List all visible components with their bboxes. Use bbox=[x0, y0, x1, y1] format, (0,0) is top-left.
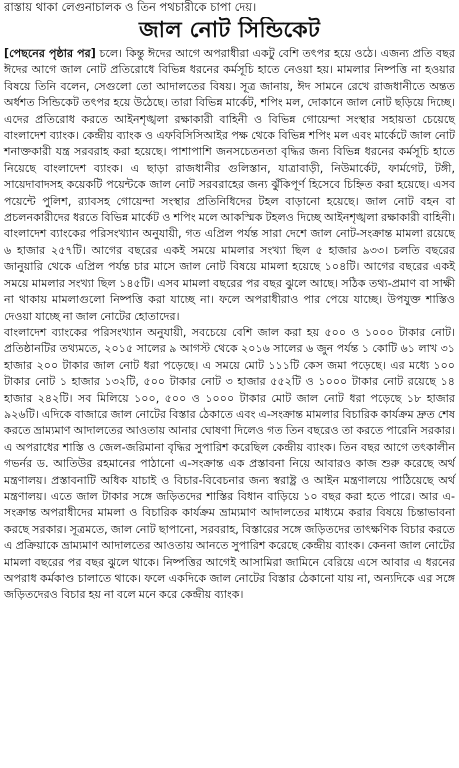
article-paragraph-1 bbox=[4, 46, 455, 325]
article-title: জাল নোট সিন্ডিকেট bbox=[138, 18, 321, 43]
article-paragraph-2: বাংলাদেশ ব্যাংকের পরিসংখ্যান অনুযায়ী, সবচেয়ে বেশি জাল করা হয় ৫০০ ও ১০০০ টাকার নোট। প্রতিষ্ঠানটির তথ্যমতে, ২০১৫ সালের ৯ আগস্ট থেকে ২০১৬ সালের ৬ জুন পর্যন্ত ১ কোটি ৬১ লাখ ৩১ হাজার ২০০ টাকার জাল নোট ধরা পড়েছে। এ সময়ে মোট ১১১টি কেস জমা পড়েছে। এর মধ্যে ১০০ টাকার নোট ১ হাজার ১৩২টি, ৫০০ টাকার নোট ৩ হাজার ৫৫২টি ও ১০০০ টাকার নোট রয়েছে ১৪ হাজার ২৪২টি। সব মিলিয়ে ১০০, ৫০০ ও ১০০০ টাকার মোট জাল নোট ধরা পড়েছে ১৮ হাজার ৯২৬টি। এদিকে বাজারে জাল নোটের বিস্তার ঠেকাতে এবং এ-সংক্রান্ত মামলার বিচারিক কার্যক্রম দ্রুত শেষ করতে ভ্রাম্যমাণ আদালতের আওতায় আনার ঘোষণা দিলেও গত তিন বছরেও তা করতে পারেনি সরকার। এ অপরাধের শাস্তি ও জেল-জরিমানা বৃদ্ধির সুপারিশ করেছিল কেন্দ্রীয় ব্যাংক। তিন বছর আগে তৎকালীন গভর্নর ড. আতিউর রহমানের পাঠানো এ-সংক্রান্ত এক প্রস্তাবনা নিয়ে আবারও কাজ শুরু করেছে অর্থ মন্ত্রণালয়। প্রস্তাবনাটি অধিক যাচাই ও বিচার-বিবেচনার জন্য স্বরাষ্ট্র ও আইন মন্ত্রণালয়ে পাঠিয়েছে অর্থ মন্ত্রণালয়। এতে জাল টাকার সঙ্গে জড়িতদের শাস্তির বিধান বাড়িয়ে ১০ বছর করা হতে পারে। আর এ-সংক্রান্ত অপরাধীদের মামলা ও বিচারিক কার্যক্রম ভ্রাম্যমাণ আদালতের মাধ্যমে করার বিষয়ে চিন্তাভাবনা করছে সরকার। সূত্রমতে, জাল নোট ছাপানো, সরবরাহ, বিস্তারের সঙ্গে জড়িতদের তাৎক্ষণিক বিচার করতে এ প্রক্রিয়াকে ভ্রাম্যমাণ আদালতের আওতায় আনতে সুপারিশ করেছে কেন্দ্রীয় ব্যাংক। কেননা জাল নোটের মামলা বছরের পর বছর ঝুলে থাকে। নিষ্পত্তির আগেই আসামিরা জামিনে বেরিয়ে এসে আবার এ ধরনের অপরাধ কর্মকাণ্ড চালাতে থাকে। ফলে একদিকে জাল নোটের বিস্তার ঠেকানো যায় না, অন্যদিকে এর সঙ্গে জড়িতদেরও বিচার হয় না বলে মনে করে কেন্দ্রীয় ব্যাংক। bbox=[4, 325, 455, 602]
previous-article-tail: রাস্তায় থাকা লেগুনাচালক ও তিন পথচারীকে চাপা দেয়। bbox=[4, 0, 257, 14]
continuation-label: [পেছনের পৃষ্ঠার পর] bbox=[4, 47, 96, 60]
paragraph-1-text: চলে। কিন্তু ঈদের আগে অপরাধীরা একটু বেশি তৎপর হয়ে ওঠে। এজন্য প্রতি বছর ঈদের আগে জাল নোট প্রতিরোধে বিভিন্ন ধরনের কর্মসূচি হাতে নেওয়া হয়। মামলার নিষ্পত্তি না হওয়ার বিষয়ে তিনি বলেন, সেগুলো তো আদালতের বিষয়। সূত্র জানায়, ঈদ সামনে রেখে রাজধানীতে অন্তত অর্ধশত সিন্ডিকেট তৎপর হয়ে উঠেছে। তারা বিভিন্ন মার্কেট, শপিং মল, দোকানে জাল নোট ছড়িয়ে দিচ্ছে। এদের প্রতিরোধ করতে আইনশৃঙ্খলা রক্ষাকারী বাহিনী ও বিভিন্ন গোয়েন্দা সংস্থার সহায়তা চেয়েছে বাংলাদেশ ব্যাংক। কেন্দ্রীয় ব্যাংক ও এফবিসিসিআইর পক্ষ থেকে বিভিন্ন শপিং মল এবং মার্কেটে জাল নোট শনাক্তকারী যন্ত্র সরবরাহ করা হয়েছে। পাশাপাশি জনসচেতনতা বৃদ্ধির জন্য বিভিন্ন ধরনের কর্মসূচি হাতে নিয়েছে বাংলাদেশ ব্যাংক। এ ছাড়া রাজধানীর গুলিস্তান, যাত্রাবাড়ী, নিউমার্কেট, ফার্মগেট, টঙ্গী, সায়েদাবাদসহ কয়েকটি পয়েন্টকে জাল নোট সরবরাহের জন্য ঝুঁকিপূর্ণ হিসেবে চিহ্নিত করা হয়েছে। এসব পয়েন্টে পুলিশ, র‌্যাবসহ গোয়েন্দা সংস্থার প্রতিনিধিদের টহল বাড়ানো হয়েছে। জাল নোট বহন বা প্রচলনকারীদের ধরতে বিভিন্ন মার্কেট ও শপিং মলে আকস্মিক টহলও দিচ্ছে আইনশৃঙ্খলা রক্ষাকারী বাহিনী। বাংলাদেশ ব্যাংকের পরিসংখ্যান অনুযায়ী, গত এপ্রিল পর্যন্ত সারা দেশে জাল নোট-সংক্রান্ত মামলা রয়েছে ৬ হাজার ২৫৭টি। আগের বছরের একই সময়ে মামলার সংখ্যা ছিল ৫ হাজার ৯৩৩। চলতি বছরের জানুয়ারি থেকে এপ্রিল পর্যন্ত চার মাসে জাল নোট বিষয়ে মামলা হয়েছে ১০৪টি। আগের বছরের একই সময়ে মামলার সংখ্যা ছিল ১৪৫টি। এসব মামলা বছরের পর বছর ঝুলে আছে। সঠিক তথ্য-প্রমাণ বা সাক্ষী না থাকায় মামলাগুলো নিষ্পত্তি করা যাচ্ছে না। ফলে অপরাধীরাও পার পেয়ে যাচ্ছে। উপযুক্ত শাস্তিও দেওয়া যাচ্ছে না জাল নোটের হোতাদের। bbox=[4, 47, 456, 323]
